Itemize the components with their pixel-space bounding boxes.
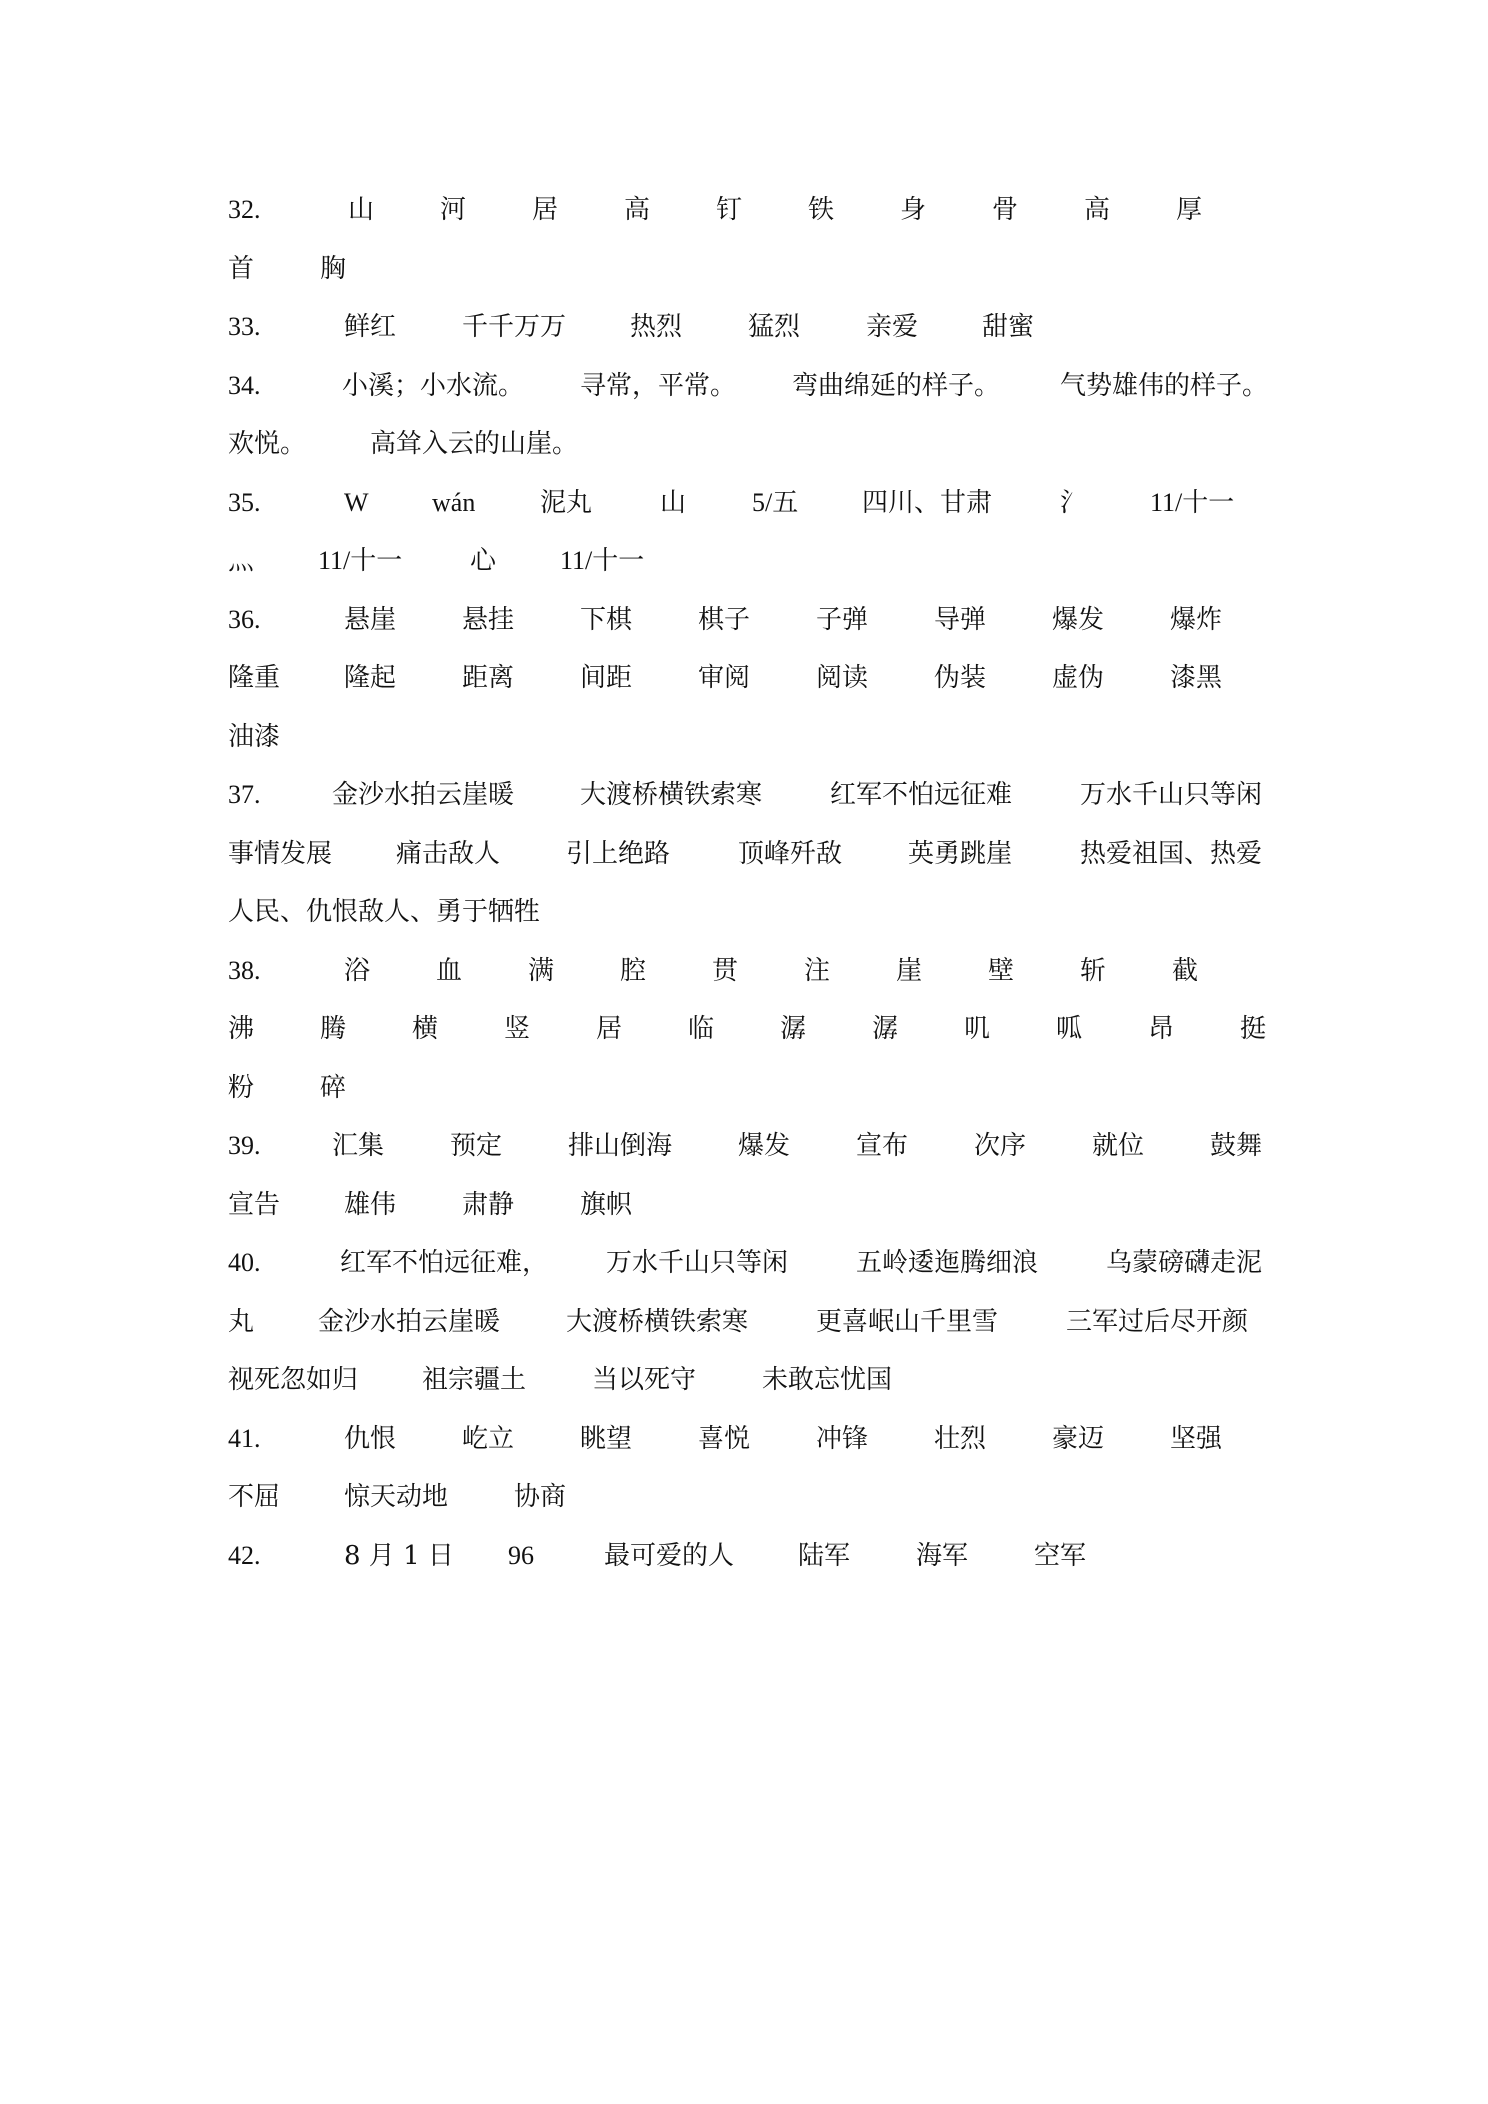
answer-item: 视死忽如归 bbox=[228, 1365, 359, 1395]
answer-item: 11/十一 bbox=[1150, 488, 1235, 517]
answer-35-line-1 bbox=[0, 483, 1488, 523]
answer-item: 胸 bbox=[320, 254, 347, 284]
answer-item: 浴 bbox=[344, 956, 371, 986]
answer-38-line-1 bbox=[0, 951, 1488, 991]
answer-item: 顶峰歼敌 bbox=[738, 839, 843, 869]
answer-item: 沸 bbox=[228, 1014, 255, 1044]
answer-item: 丸 bbox=[228, 1307, 255, 1337]
question-number: 38. bbox=[228, 956, 261, 985]
answer-item: 亲爱 bbox=[866, 312, 919, 342]
answer-item: 当以死守 bbox=[592, 1365, 697, 1395]
answer-item: 临 bbox=[688, 1014, 715, 1044]
answer-item: 审阅 bbox=[698, 663, 751, 693]
answer-35-line-2 bbox=[0, 541, 1488, 581]
answer-item: 高 bbox=[1084, 195, 1111, 225]
question-number: 32. bbox=[228, 195, 261, 224]
answer-37-line-1 bbox=[0, 775, 1488, 815]
answer-item: 肃静 bbox=[462, 1190, 515, 1220]
answer-item: 身 bbox=[900, 195, 927, 225]
answer-item: 事情发展 bbox=[228, 839, 333, 869]
question-number: 36. bbox=[228, 605, 261, 634]
answer-item: 弯曲绵延的样子。 bbox=[792, 371, 1001, 401]
answer-item: 热爱祖国、热爱 bbox=[1080, 839, 1263, 869]
answer-item: 居 bbox=[596, 1014, 623, 1044]
answer-item: 河 bbox=[440, 195, 467, 225]
answer-34-line-1 bbox=[0, 366, 1488, 406]
answer-item: 次序 bbox=[974, 1131, 1027, 1161]
answer-item: 不屈 bbox=[228, 1482, 281, 1512]
question-number: 41. bbox=[228, 1424, 261, 1453]
answer-item: 粉 bbox=[228, 1073, 255, 1103]
answer-item: 最可爱的人 bbox=[604, 1541, 735, 1571]
question-number: 33. bbox=[228, 312, 261, 341]
answer-item: 海军 bbox=[916, 1541, 969, 1571]
answer-item: 寻常，平常。 bbox=[580, 371, 737, 401]
answer-item: 铁 bbox=[808, 195, 835, 225]
answer-item: 高 bbox=[624, 195, 651, 225]
answer-item: 钉 bbox=[716, 195, 743, 225]
answer-item: 惊天动地 bbox=[344, 1482, 449, 1512]
answer-36-line-2 bbox=[0, 658, 1488, 698]
answer-item: 泥丸 bbox=[540, 488, 593, 518]
answer-item: 甜蜜 bbox=[982, 312, 1035, 342]
answer-37-line-3 bbox=[0, 892, 1488, 932]
answer-item: 祖宗疆土 bbox=[422, 1365, 527, 1395]
answer-item: 就位 bbox=[1092, 1131, 1145, 1161]
question-number: 42. bbox=[228, 1541, 261, 1570]
answer-item: 厚 bbox=[1176, 195, 1203, 225]
answer-item: 金沙水拍云崖暖 bbox=[318, 1307, 501, 1337]
answer-item: 虚伪 bbox=[1052, 663, 1105, 693]
answer-item: 豪迈 bbox=[1052, 1424, 1105, 1454]
answer-item: 更喜岷山千里雪 bbox=[816, 1307, 999, 1337]
answer-item: 喜悦 bbox=[698, 1424, 751, 1454]
answer-item: 大渡桥横铁索寒 bbox=[580, 780, 763, 810]
answer-item: 叽 bbox=[964, 1014, 991, 1044]
answer-36-line-1 bbox=[0, 600, 1488, 640]
question-number: 35. bbox=[228, 488, 261, 517]
answer-item: 间距 bbox=[580, 663, 633, 693]
answer-item: 挺 bbox=[1240, 1014, 1267, 1044]
answer-item: 大渡桥横铁索寒 bbox=[566, 1307, 749, 1337]
answer-item: 下棋 bbox=[580, 605, 633, 635]
answer-item: 11/十一 bbox=[560, 546, 645, 575]
answer-item: 子弹 bbox=[816, 605, 869, 635]
answer-item: 11/十一 bbox=[318, 546, 403, 575]
answer-item: 导弹 bbox=[934, 605, 987, 635]
answer-item: 隆重 bbox=[228, 663, 281, 693]
answer-item: 汇集 bbox=[332, 1131, 385, 1161]
answer-item: 壁 bbox=[988, 956, 1015, 986]
answer-item: 引上绝路 bbox=[566, 839, 671, 869]
answer-item: 空军 bbox=[1034, 1541, 1087, 1571]
answer-item: 竖 bbox=[504, 1014, 531, 1044]
answer-38-line-2 bbox=[0, 1009, 1488, 1049]
answer-item: 血 bbox=[436, 956, 463, 986]
answer-item: 山 bbox=[660, 488, 687, 518]
answer-item: 冲锋 bbox=[816, 1424, 869, 1454]
answer-item: 欢悦。 bbox=[228, 429, 307, 459]
answer-item: 截 bbox=[1172, 956, 1199, 986]
answer-item: 首 bbox=[228, 254, 255, 284]
answer-item: wán bbox=[432, 488, 476, 517]
answer-item: 爆发 bbox=[738, 1131, 791, 1161]
answer-item: 乌蒙磅礴走泥 bbox=[1106, 1248, 1263, 1278]
answer-item: 灬 bbox=[228, 546, 255, 576]
answer-item: 爆炸 bbox=[1170, 605, 1223, 635]
answer-item: 碎 bbox=[320, 1073, 347, 1103]
answer-item: 协商 bbox=[514, 1482, 567, 1512]
answer-item: 气势雄伟的样子。 bbox=[1060, 371, 1269, 401]
answer-item: 猛烈 bbox=[748, 312, 801, 342]
answer-42-line-1 bbox=[0, 1536, 1488, 1576]
answer-item: 棋子 bbox=[698, 605, 751, 635]
answer-item: 千千万万 bbox=[462, 312, 567, 342]
answer-item: 五岭逶迤腾细浪 bbox=[856, 1248, 1039, 1278]
answer-item: 坚强 bbox=[1170, 1424, 1223, 1454]
question-number: 40. bbox=[228, 1248, 261, 1277]
answer-item: 红军不怕远征难 bbox=[830, 780, 1013, 810]
answer-33-line-1 bbox=[0, 307, 1488, 347]
answer-item: 四川、甘肃 bbox=[862, 488, 993, 518]
answer-item: 壮烈 bbox=[934, 1424, 987, 1454]
answer-item: 贯 bbox=[712, 956, 739, 986]
answer-item: 心 bbox=[470, 546, 497, 576]
answer-item: 爆发 bbox=[1052, 605, 1105, 635]
question-number: 34. bbox=[228, 371, 261, 400]
answer-item: 宣告 bbox=[228, 1190, 281, 1220]
answer-item: 屹立 bbox=[462, 1424, 515, 1454]
answer-item: 山 bbox=[348, 195, 375, 225]
answer-item: 三军过后尽开颜 bbox=[1066, 1307, 1249, 1337]
answer-item: 注 bbox=[804, 956, 831, 986]
answer-item: 5/五 bbox=[752, 488, 799, 517]
answer-item: 热烈 bbox=[630, 312, 683, 342]
answer-item: 横 bbox=[412, 1014, 439, 1044]
answer-item: 旗帜 bbox=[580, 1190, 633, 1220]
answer-39-line-1 bbox=[0, 1126, 1488, 1166]
answer-item: 满 bbox=[528, 956, 555, 986]
answer-32-line-1 bbox=[0, 190, 1488, 230]
answer-item: 预定 bbox=[450, 1131, 503, 1161]
answer-item: 英勇跳崖 bbox=[908, 839, 1013, 869]
answer-item: 小溪；小水流。 bbox=[342, 371, 525, 401]
answer-item: 人民、仇恨敌人、勇于牺牲 bbox=[228, 897, 541, 927]
answer-item: 悬崖 bbox=[344, 605, 397, 635]
answer-item: 腾 bbox=[320, 1014, 347, 1044]
answer-item: 未敢忘忧国 bbox=[762, 1365, 893, 1395]
answer-item: 陆军 bbox=[798, 1541, 851, 1571]
answer-item: 鼓舞 bbox=[1210, 1131, 1263, 1161]
answer-item: 油漆 bbox=[228, 722, 281, 752]
answer-40-line-3 bbox=[0, 1360, 1488, 1400]
answer-item: 红军不怕远征难， bbox=[340, 1248, 549, 1278]
answer-item: 高耸入云的山崖。 bbox=[370, 429, 579, 459]
answer-37-line-2 bbox=[0, 834, 1488, 874]
answer-41-line-1 bbox=[0, 1419, 1488, 1459]
answer-item: 痛击敌人 bbox=[396, 839, 501, 869]
answer-item: 潺 bbox=[872, 1014, 899, 1044]
answer-item: 悬挂 bbox=[462, 605, 515, 635]
answer-item: 96 bbox=[508, 1541, 534, 1570]
answer-item: 呱 bbox=[1056, 1014, 1083, 1044]
answer-item: 腔 bbox=[620, 956, 647, 986]
answer-item: 崖 bbox=[896, 956, 923, 986]
answer-40-line-1 bbox=[0, 1243, 1488, 1283]
answer-item: 宣布 bbox=[856, 1131, 909, 1161]
answer-item: 眺望 bbox=[580, 1424, 633, 1454]
answer-item: 昂 bbox=[1148, 1014, 1175, 1044]
answer-item: 潺 bbox=[780, 1014, 807, 1044]
answer-item: 雄伟 bbox=[344, 1190, 397, 1220]
answer-item: 斩 bbox=[1080, 956, 1107, 986]
answer-item: 鲜红 bbox=[344, 312, 397, 342]
answer-39-line-2 bbox=[0, 1185, 1488, 1225]
answer-item: 万水千山只等闲 bbox=[606, 1248, 789, 1278]
answer-item: 漆黑 bbox=[1170, 663, 1223, 693]
answer-item: 仇恨 bbox=[344, 1424, 397, 1454]
answer-item: 距离 bbox=[462, 663, 515, 693]
answer-item: 排山倒海 bbox=[568, 1131, 673, 1161]
answer-32-line-2 bbox=[0, 249, 1488, 289]
answer-item: 8 月 1 日 bbox=[344, 1541, 454, 1571]
question-number: 39. bbox=[228, 1131, 261, 1160]
answer-40-line-2 bbox=[0, 1302, 1488, 1342]
answer-item: 氵 bbox=[1060, 488, 1087, 518]
question-number: 37. bbox=[228, 780, 261, 809]
answer-item: W bbox=[344, 488, 369, 517]
answer-item: 金沙水拍云崖暖 bbox=[332, 780, 515, 810]
answer-item: 阅读 bbox=[816, 663, 869, 693]
answer-item: 万水千山只等闲 bbox=[1080, 780, 1263, 810]
answer-41-line-2 bbox=[0, 1477, 1488, 1517]
answer-item: 隆起 bbox=[344, 663, 397, 693]
answer-38-line-3 bbox=[0, 1068, 1488, 1108]
answer-item: 骨 bbox=[992, 195, 1019, 225]
answer-36-line-3 bbox=[0, 717, 1488, 757]
answer-34-line-2 bbox=[0, 424, 1488, 464]
answer-item: 居 bbox=[532, 195, 559, 225]
answer-item: 伪装 bbox=[934, 663, 987, 693]
